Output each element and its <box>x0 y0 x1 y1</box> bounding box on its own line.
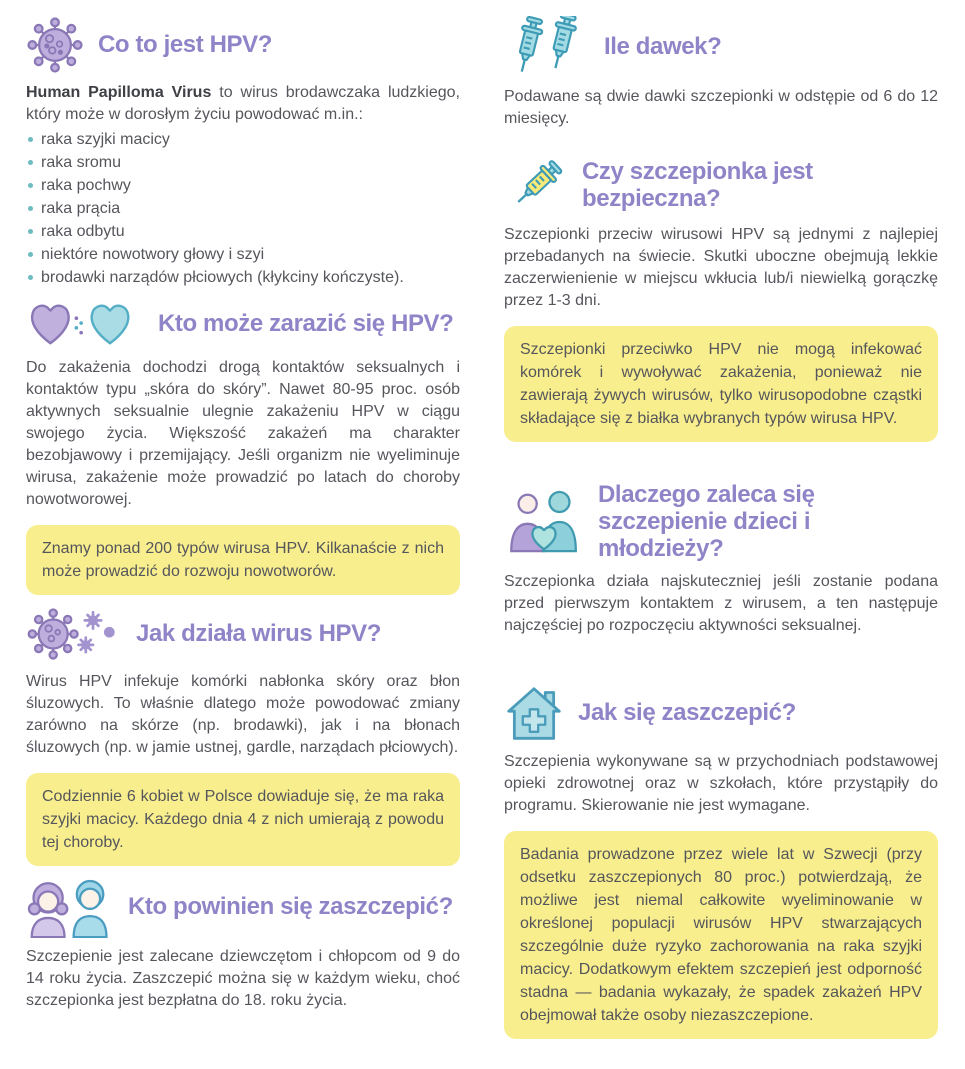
syringes-icon <box>504 16 590 78</box>
section-body: Szczepienie jest zalecane dziewczętom i chłopcom od 9 do 14 roku życia. Zaszczepić można się w każdym wieku, choć szczepionka jest bezpłatna do 18. roku życia. <box>26 948 460 1009</box>
section-title: Jak działa wirus HPV? <box>136 619 382 647</box>
list-item: brodawki narządów płciowych (kłykciny kończyste). <box>26 266 460 289</box>
section-body: Szczepionki przeciw wirusowi HPV są jednymi z najlepiej przebadanych na świecie. Skutki uboczne obejmują lekkie zaczerwienienie w miejscu wkłucia lub/i niewielką gorączkę przez 1-3 dni. <box>504 226 938 309</box>
virus-icon <box>26 16 84 74</box>
highlight-box: Codziennie 6 kobiet w Polsce dowiaduje się, że ma raka szyjki macicy. Każdego dnia 4 z nich umierają z powodu tej choroby. <box>26 773 460 866</box>
list-item: raka szyjki macicy <box>26 128 460 151</box>
section-body: Wirus HPV infekuje komórki nabłonka skóry oraz błon śluzowych. To właśnie dlatego może powodować zmiany zarówno na skórze (np. brodawki), jak i na błonach śluzowych (np. w jamie ustnej, gardle, narządach płciowych). <box>26 673 460 756</box>
intro-bold: Human Papilloma Virus <box>26 84 212 101</box>
section-header <box>26 876 460 938</box>
virus-particles-icon <box>26 605 122 663</box>
left-column <box>26 16 460 1053</box>
section-title: Ile dawek? <box>604 32 722 60</box>
section-body: Szczepionka działa najskuteczniej jeśli zostanie podana przed pierwszym kontaktem z wirusem, a ten następuje najczęściej po rozpoczęciu aktywności seksualnej. <box>504 572 938 634</box>
section-body: Do zakażenia dochodzi drogą kontaktów seksualnych i kontaktów typu „skóra do skóry”. Nawet 80-95 proc. osób aktywnych seksualnie ulegnie zakażeniu HPV w ciągu swojego życia. Większość zakażeń ma charakter bezobjawowy i przemijający. Jeśli organizm nie wyeliminuje wirusa, zakażenie może prowadzić po latach do choroby nowotworowej. <box>26 359 460 508</box>
right-column <box>504 16 938 1053</box>
section-header <box>26 16 460 74</box>
highlight-box: Znamy ponad 200 typów wirusa HPV. Kilkanaście z nich może prowadzić do rozwoju nowotworów. <box>26 525 460 595</box>
highlight-box: Szczepionki przeciwko HPV nie mogą infekować komórek i wywoływać zakażenia, ponieważ nie zawierają żywych wirusów, tylko wirusopodobne cząstki składające się z białka wybranych typów wirusa HPV. <box>504 326 938 442</box>
hpv-effects-list <box>26 128 460 289</box>
section-jak-sie-zaszczepic <box>504 685 938 1039</box>
section-co-to-jest-hpv <box>26 16 460 289</box>
syringe-yellow-icon <box>504 156 568 216</box>
section-dlaczego-zaleca <box>504 482 938 637</box>
section-intro <box>26 82 460 126</box>
section-jak-dziala-wirus <box>26 605 460 866</box>
section-title: Co to jest HPV? <box>98 30 273 58</box>
family-icon <box>504 489 584 555</box>
list-item: niektóre nowotwory głowy i szyi <box>26 243 460 266</box>
highlight-box: Badania prowadzone przez wiele lat w Szwecji (przy odsetku zaszczepionych 80 proc.) potwierdzają, że możliwe jest niemal całkowite wyeliminowanie w określonej populacji wirusów HPV stwarzających szczególnie duże ryzyko zachorowania na raka szyjki macicy. Dodatkowym efektem szczepień jest odporność stadna — badania wykazały, że spadek zakażeń HPV obejmował także osoby niezaszczepione. <box>504 831 938 1039</box>
list-item: raka prącia <box>26 197 460 220</box>
list-item: raka sromu <box>26 151 460 174</box>
section-title: Czy szczepionka jest bezpieczna? <box>582 158 813 212</box>
list-item: raka odbytu <box>26 220 460 243</box>
section-header <box>504 16 938 78</box>
section-kto-moze-zarazic <box>26 299 460 595</box>
section-header <box>26 605 460 663</box>
section-header <box>504 156 938 216</box>
section-header <box>26 299 460 349</box>
list-item: raka pochwy <box>26 174 460 197</box>
section-body: Szczepienia wykonywane są w przychodniach podstawowej opieki zdrowotnej oraz w szkołach, które przystąpiły do programu. Skierowanie nie jest wymagane. <box>504 752 938 814</box>
people-icon <box>26 876 114 938</box>
clinic-icon <box>504 685 564 743</box>
section-header <box>504 685 938 743</box>
intro-rest: to wirus brodawczaka ludzkiego, który może w dorosłym życiu powodować m.in.: <box>26 84 461 123</box>
section-ile-dawek <box>504 16 938 130</box>
section-header <box>504 482 938 563</box>
section-title: Dlaczego zaleca się szczepienie dzieci i młodzieży? <box>598 481 815 562</box>
section-title: Kto powinien się zaszczepić? <box>128 892 453 920</box>
section-czy-bezpieczna <box>504 156 938 442</box>
section-title: Kto może zarazić się HPV? <box>158 309 454 337</box>
section-body: Podawane są dwie dawki szczepionki w odstępie od 6 do 12 miesięcy. <box>504 88 938 127</box>
hearts-icon <box>26 299 144 349</box>
section-title: Jak się zaszczepić? <box>578 699 796 727</box>
section-kto-powinien <box>26 876 460 1012</box>
